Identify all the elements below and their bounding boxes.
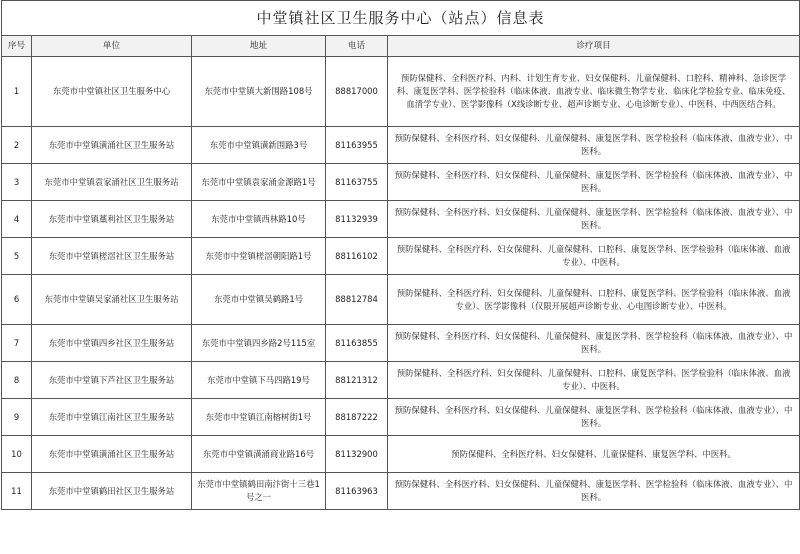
- row-unit: 东莞市中堂镇四乡社区卫生服务站: [32, 325, 192, 362]
- row-no: 1: [2, 57, 32, 127]
- table-row: [2, 164, 800, 201]
- row-items: 预防保健科、全科医疗科、妇女保健科、儿童保健科、口腔科、康复医学科、医学检验科（临床体液、血液专业）、医学影像科（仅限开展超声诊断专业、心电图诊断专业）、中医科。: [388, 275, 800, 325]
- row-address: 东莞市中堂镇四乡路2号115室: [192, 325, 326, 362]
- row-no: 5: [2, 238, 32, 275]
- row-address: 东莞市中堂镇槎滘朝阳路1号: [192, 238, 326, 275]
- row-no: 7: [2, 325, 32, 362]
- row-items: 预防保健科、全科医疗科、妇女保健科、儿童保健科、康复医学科、医学检验科（临床体液、血液专业）、中医科。: [388, 201, 800, 238]
- row-phone: 88121312: [326, 362, 388, 399]
- header-phone: 电话: [326, 36, 388, 57]
- row-items: 预防保健科、全科医疗科、妇女保健科、儿童保健科、康复医学科、医学检验科（临床体液、血液专业）、中医科。: [388, 473, 800, 510]
- table-row: [2, 473, 800, 510]
- row-address: 东莞市中堂镇鹤田南汴街十三巷1号之一: [192, 473, 326, 510]
- clinic-info-table: [1, 0, 800, 510]
- row-items: 预防保健科、全科医疗科、妇女保健科、儿童保健科、康复医学科、医学检验科（临床体液、血液专业）、中医科。: [388, 399, 800, 436]
- row-address: 东莞市中堂镇下马四路19号: [192, 362, 326, 399]
- row-unit: 东莞市中堂镇下芦社区卫生服务站: [32, 362, 192, 399]
- row-items: 预防保健科、全科医疗科、妇女保健科、儿童保健科、康复医学科、医学检验科（临床体液、血液专业）、中医科。: [388, 325, 800, 362]
- row-address: 东莞市中堂镇吴鹤路1号: [192, 275, 326, 325]
- row-address: 东莞市中堂镇江南榕树街1号: [192, 399, 326, 436]
- row-address: 东莞市中堂镇潢涌商业路16号: [192, 436, 326, 473]
- header-row: [2, 36, 800, 57]
- header-address: 地址: [192, 36, 326, 57]
- row-phone: 81163755: [326, 164, 388, 201]
- row-items: 预防保健科、全科医疗科、内科、计划生育专业、妇女保健科、儿童保健科、口腔科、精神科、急诊医学科、康复医学科、医学检验科（临床体液、血液专业、临床微生物学专业、临床化学检验专业、临床免疫、血清学专业）、医学影像科（X线诊断专业、超声诊断专业、心电诊断专业）、中医科、中西医结合科。: [388, 57, 800, 127]
- row-items: 预防保健科、全科医疗科、妇女保健科、儿童保健科、口腔科、康复医学科、医学检验科（临床体液、血液专业）、中医科。: [388, 362, 800, 399]
- row-phone: 88817000: [326, 57, 388, 127]
- row-unit: 东莞市中堂镇社区卫生服务中心: [32, 57, 192, 127]
- table-row: [2, 436, 800, 473]
- table-row: [2, 127, 800, 164]
- row-no: 8: [2, 362, 32, 399]
- header-no: 序号: [2, 36, 32, 57]
- row-items: 预防保健科、全科医疗科、妇女保健科、儿童保健科、康复医学科、医学检验科（临床体液、血液专业）、中医科。: [388, 127, 800, 164]
- row-unit: 东莞市中堂镇潢涌社区卫生服务站: [32, 436, 192, 473]
- table-title: 中堂镇社区卫生服务中心（站点）信息表: [2, 1, 800, 36]
- row-no: 10: [2, 436, 32, 473]
- row-unit: 东莞市中堂镇鹤田社区卫生服务站: [32, 473, 192, 510]
- row-unit: 东莞市中堂镇吴家涌社区卫生服务站: [32, 275, 192, 325]
- table-row: [2, 325, 800, 362]
- row-address: 东莞市中堂镇袁家涌金源路1号: [192, 164, 326, 201]
- table-row: [2, 57, 800, 127]
- row-unit: 东莞市中堂镇潢涌社区卫生服务站: [32, 127, 192, 164]
- table-row: [2, 275, 800, 325]
- row-phone: 88116102: [326, 238, 388, 275]
- row-unit: 东莞市中堂镇江南社区卫生服务站: [32, 399, 192, 436]
- header-items: 诊疗项目: [388, 36, 800, 57]
- row-items: 预防保健科、全科医疗科、妇女保健科、儿童保健科、口腔科、康复医学科、医学检验科（临床体液、血液专业）、中医科。: [388, 238, 800, 275]
- row-items: 预防保健科、全科医疗科、妇女保健科、儿童保健科、康复医学科、中医科。: [388, 436, 800, 473]
- row-no: 2: [2, 127, 32, 164]
- header-unit: 单位: [32, 36, 192, 57]
- row-address: 东莞市中堂镇大新围路108号: [192, 57, 326, 127]
- row-phone: 81132900: [326, 436, 388, 473]
- row-items: 预防保健科、全科医疗科、妇女保健科、儿童保健科、康复医学科、医学检验科（临床体液、血液专业）、中医科。: [388, 164, 800, 201]
- table-row: [2, 201, 800, 238]
- table-row: [2, 362, 800, 399]
- row-unit: 东莞市中堂镇袁家涌社区卫生服务站: [32, 164, 192, 201]
- row-no: 6: [2, 275, 32, 325]
- row-address: 东莞市中堂镇西林路10号: [192, 201, 326, 238]
- row-unit: 东莞市中堂镇槎滘社区卫生服务站: [32, 238, 192, 275]
- row-phone: 88812784: [326, 275, 388, 325]
- title-row: [2, 1, 800, 36]
- row-phone: 81163855: [326, 325, 388, 362]
- row-phone: 81163963: [326, 473, 388, 510]
- row-phone: 88187222: [326, 399, 388, 436]
- row-unit: 东莞市中堂镇藁利社区卫生服务站: [32, 201, 192, 238]
- row-no: 9: [2, 399, 32, 436]
- row-address: 东莞市中堂镇潢新围路3号: [192, 127, 326, 164]
- table-row: [2, 238, 800, 275]
- row-phone: 81163955: [326, 127, 388, 164]
- table-row: [2, 399, 800, 436]
- row-no: 11: [2, 473, 32, 510]
- row-phone: 81132939: [326, 201, 388, 238]
- row-no: 4: [2, 201, 32, 238]
- row-no: 3: [2, 164, 32, 201]
